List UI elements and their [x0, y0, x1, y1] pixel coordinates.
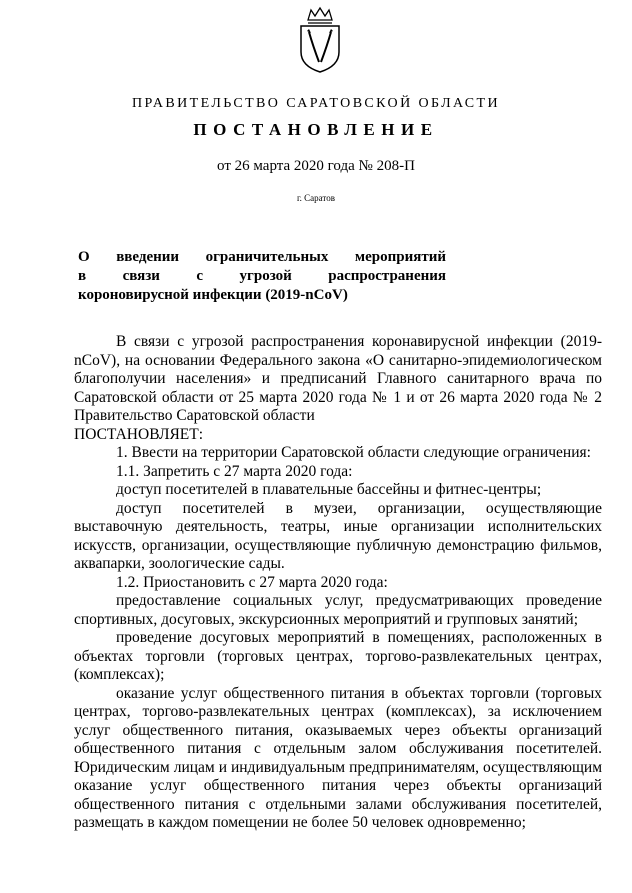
document-kind: ПОСТАНОВЛЕНИЕ — [193, 120, 439, 139]
body-paragraph: 1.1. Запретить с 27 марта 2020 года: — [116, 462, 353, 480]
preamble-paragraph: В связи с угрозой распространения коронавирусной инфекции (2019-nCoV), на основании Федерального закона «О санитарно-эпидемиологическом благополучии населения» и предписаний Главного санитарного врача по Саратовской области от 25 марта 2020 года № 1 и от 26 марта 2020 года № 2 Правительство Саратовской области — [74, 333, 602, 424]
government-name: ПРАВИТЕЛЬСТВО САРАТОВСКОЙ ОБЛАСТИ — [131, 96, 500, 111]
title-line: в связи с угрозой распространения — [78, 268, 446, 284]
body-paragraph: доступ посетителей в плавательные бассейны и фитнес-центры; — [116, 481, 542, 498]
resolves-heading: ПОСТАНОВЛЯЕТ: — [74, 425, 204, 443]
document-date-number: от 26 марта 2020 года № 208-П — [217, 158, 415, 174]
body-paragraph: проведение досуговых мероприятий в помещениях, расположенных в объектах торговли (торговых центрах, торгово-развлекательных центрах, (комплексах); — [74, 629, 602, 683]
coat-of-arms-icon — [294, 6, 346, 74]
body-paragraph: 1. Ввести на территории Саратовской области следующие ограничения: — [116, 444, 591, 461]
body-paragraph: доступ посетителей в музеи, организации, осуществляющие выставочную деятельность, театры, иные организации исполнительских искусств, организации, осуществляющие публичную демонстрацию фильмов, аквапарки, зоологические сады. — [74, 499, 602, 572]
document-body — [74, 333, 602, 833]
document-title — [78, 248, 446, 305]
title-line: короновирусной инфекции (2019-nCoV) — [78, 287, 348, 303]
body-paragraph: оказание услуг общественного питания в объектах торговли (торговых центрах, торгово-развлекательных центрах (комплексах), за исключением услуг общественного питания, оказываемых через объекты организаций общественного питания с отдельным залом обслуживания посетителей. Юридическим лицам и индивидуальным предпринимателям, осуществляющим оказание услуг общественного питания через объекты организаций общественного питания с отдельными залами обслуживания посетителей, размещать в каждом помещении не более 50 человек одновременно; — [74, 684, 602, 831]
title-line: О введении ограничительных мероприятий — [78, 249, 446, 265]
body-paragraph: предоставление социальных услуг, предусматривающих проведение спортивных, досуговых, экскурсионных мероприятий и групповых занятий; — [74, 592, 602, 628]
body-paragraph: 1.2. Приостановить с 27 марта 2020 года: — [116, 573, 388, 591]
document-city: г. Саратов — [297, 193, 335, 203]
